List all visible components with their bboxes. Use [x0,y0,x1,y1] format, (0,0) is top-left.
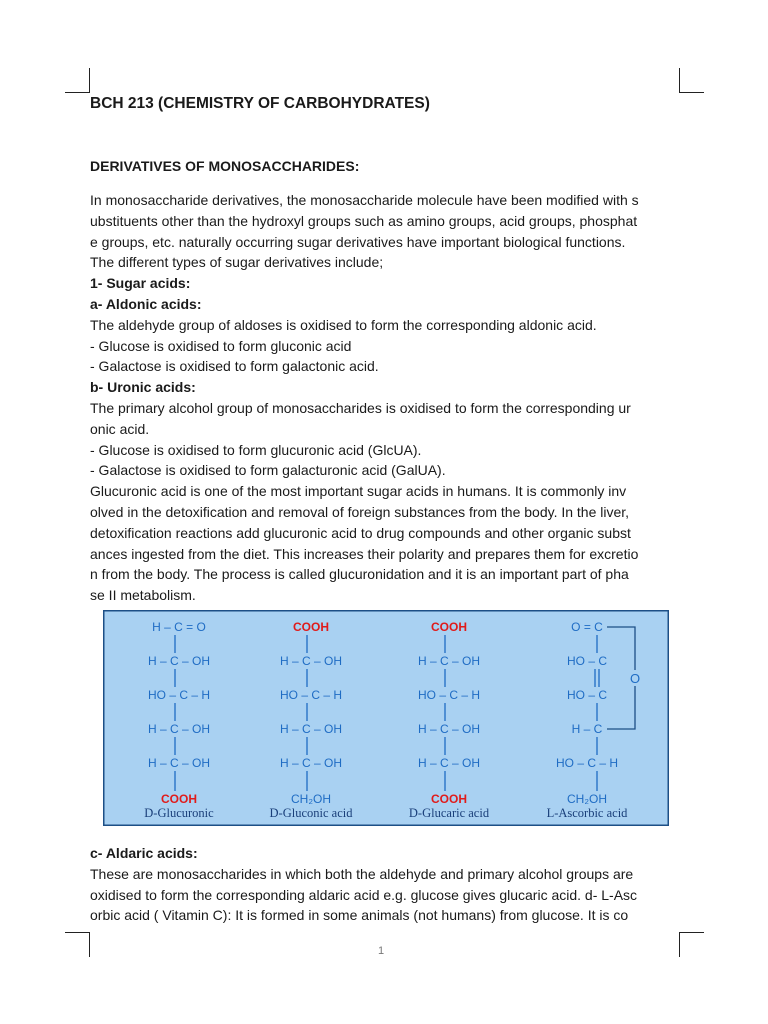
structure-row-label: HO – C [566,654,608,668]
structure-row-label: H – C – OH [147,722,211,736]
structure-caption: D-Glucuronic [144,806,214,820]
section-heading: DERIVATIVES OF MONOSACCHARIDES: [90,158,360,174]
uronic-acids-heading: b- Uronic acids: [90,379,196,396]
structure-row-label: H – C – OH [147,756,211,770]
uronic-line: The primary alcohol group of monosaccharides is oxidised to form the corresponding ur [90,399,631,416]
aldonic-line: - Glucose is oxidised to form gluconic acid [90,337,352,354]
structure-caption: D-Gluconic acid [269,806,353,820]
uronic-line: onic acid. [90,420,150,437]
structure-row-label: HO – C – H [555,756,619,770]
intro-line: In monosaccharide derivatives, the monosaccharide molecule have been modified with s [90,192,639,208]
uronic-line: olved in the detoxification and removal of foreign substances from the body. In the liver, [90,503,630,520]
intro-line: ubstituents other than the hydroxyl groups such as amino groups, acid groups, phosphat [90,212,638,229]
sugar-acid-structures-figure [103,610,669,826]
structure-row-label: H – C – OH [279,722,343,736]
structure-row-label: H – C – OH [417,722,481,736]
crop-mark-top-left [65,68,90,93]
aldonic-acids-heading: a- Aldonic acids: [90,295,202,312]
structure-row-label: H – C – OH [417,756,481,770]
uronic-line: - Galactose is oxidised to form galacturonic acid (GalUA). [90,462,446,479]
intro-line: e groups, etc. naturally occurring sugar derivatives have important biological functions. [90,233,626,250]
structure-row-label: H – C [571,722,603,736]
crop-mark-top-right [679,68,704,93]
aldaric-acids-heading: c- Aldaric acids: [90,845,198,861]
crop-mark-bottom-right [679,932,704,957]
crop-mark-bottom-left [65,932,90,957]
structure-row-label: CH₂OH [291,792,331,806]
uronic-line: - Glucose is oxidised to form glucuronic acid (GlcUA). [90,441,422,458]
uronic-line: Glucuronic acid is one of the most important sugar acids in humans. It is commonly inv [90,483,627,500]
intro-line: The different types of sugar derivatives include; [90,254,384,271]
text-block-intro [90,190,680,606]
aldaric-line: orbic acid ( Vitamin C): It is formed in some animals (not humans) from glucose. It is co [90,907,629,924]
acid-group-label: COOH [431,620,467,634]
structure-row-label: H – C – OH [147,654,211,668]
acid-group-label: COOH [161,792,197,806]
uronic-line: ances ingested from the diet. This increases their polarity and prepares them for excretio [90,545,639,562]
aldaric-line: These are monosaccharides in which both the aldehyde and primary alcohol groups are [90,865,634,882]
uronic-line: n from the body. The process is called glucuronidation and it is an important part of pha [90,566,629,583]
acid-group-label: COOH [293,620,329,634]
structure-caption: L-Ascorbic acid [546,806,628,820]
structure-row-label: O = C [571,620,603,634]
structure-row-label: H – C – OH [279,654,343,668]
ring-oxygen-label: O [629,671,641,686]
structure-row-label: CH₂OH [567,792,607,806]
structure-row-label: HO – C – H [147,688,211,702]
aldonic-line: The aldehyde group of aldoses is oxidised to form the corresponding aldonic acid. [90,316,597,333]
structure-row-label: H – C – OH [417,654,481,668]
text-block-aldaric [90,843,680,926]
structure-row-label: HO – C [566,688,608,702]
uronic-line: se II metabolism. [90,587,196,604]
structure-row-label: H – C = O [152,620,206,634]
uronic-line: detoxification reactions add glucuronic acid to drug compounds and other organic subst [90,524,631,541]
document-title: BCH 213 (CHEMISTRY OF CARBOHYDRATES) [90,95,430,112]
structure-row-label: H – C – OH [279,756,343,770]
acid-group-label: COOH [431,792,467,806]
structure-row-label: HO – C – H [417,688,481,702]
page-number: 1 [378,945,385,957]
structure-row-label: HO – C – H [279,688,343,702]
structure-caption: D-Glucaric acid [408,806,490,820]
sugar-acids-heading: 1- Sugar acids: [90,275,191,292]
aldaric-line: oxidised to form the corresponding aldaric acid e.g. glucose gives glucaric acid. d- L-Asc [90,886,638,903]
aldonic-line: - Galactose is oxidised to form galactonic acid. [90,358,379,375]
